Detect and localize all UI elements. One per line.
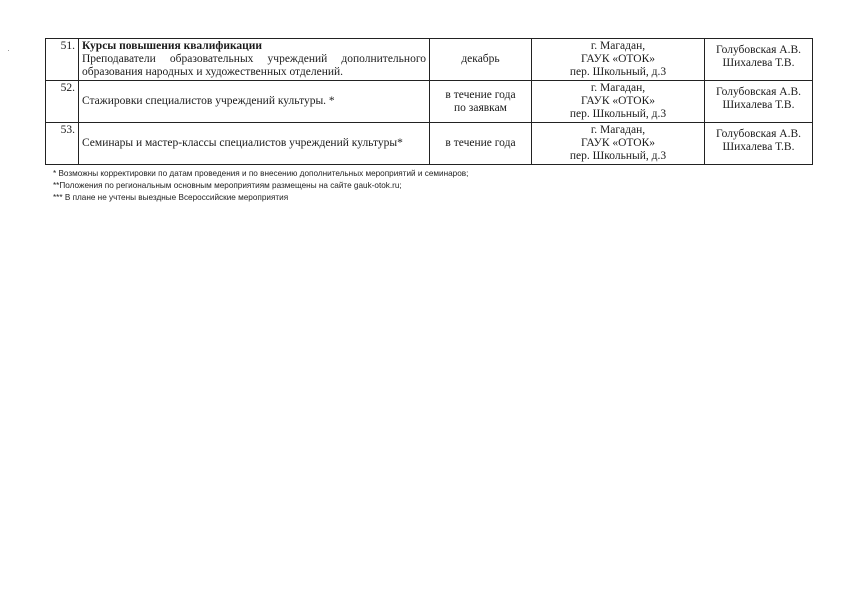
date-cell (430, 81, 532, 123)
responsible-cell (705, 81, 813, 123)
footnotes (53, 168, 468, 204)
event-cell (79, 81, 430, 123)
place-line: г. Магадан, (590, 40, 646, 52)
date-line: декабрь (461, 53, 500, 65)
place-line: г. Магадан, (590, 82, 646, 94)
responsible-line: Голубовская А.В. (715, 128, 802, 140)
place-line: ГАУК «ОТОК» (580, 53, 656, 65)
place-line: ГАУК «ОТОК» (580, 137, 656, 149)
date-line: в течение года (445, 88, 516, 101)
responsible-line: Голубовская А.В. (715, 86, 802, 98)
row-number: 52. (46, 81, 79, 123)
row-number: 51. (46, 39, 79, 81)
responsible-line: Шихалева Т.В. (722, 57, 795, 69)
date-line: по заявкам (454, 101, 507, 114)
responsible-line: Шихалева Т.В. (722, 99, 795, 111)
responsible-line: Шихалева Т.В. (722, 141, 795, 153)
events-table (45, 38, 813, 165)
date-cell (430, 123, 532, 165)
row-number: 53. (46, 123, 79, 165)
date-cell (430, 39, 532, 81)
place-line: пер. Школьный, д.3 (569, 66, 667, 78)
table-row (46, 81, 813, 123)
table-row (46, 39, 813, 81)
event-cell (79, 39, 430, 81)
place-cell (532, 39, 705, 81)
table-row (46, 123, 813, 165)
event-text: Семинары и мастер-классы специалистов учреждений культуры* (82, 137, 403, 149)
event-text: Стажировки специалистов учреждений культуры. * (82, 95, 335, 107)
event-cell (79, 123, 430, 165)
place-line: пер. Школьный, д.3 (569, 150, 667, 162)
place-line: ГАУК «ОТОК» (580, 95, 656, 107)
footnote: **Положения по региональным основным мероприятиям размещены на сайте gauk-otok.ru; (53, 181, 402, 190)
scan-speck (8, 50, 9, 51)
date-line: в течение года (445, 137, 516, 149)
event-title: Курсы повышения квалификации (82, 40, 263, 52)
place-line: пер. Школьный, д.3 (569, 108, 667, 120)
place-cell (532, 123, 705, 165)
responsible-line: Голубовская А.В. (715, 44, 802, 56)
footnote: *** В плане не учтены выездные Всероссийские мероприятия (53, 193, 289, 202)
event-text: Преподаватели образовательных учреждений дополнительного образования народных и художественных отделений. (82, 53, 426, 78)
responsible-cell (705, 39, 813, 81)
place-cell (532, 81, 705, 123)
footnote: * Возможны корректировки по датам проведения и по внесению дополнительных мероприятий и семинаров; (53, 169, 469, 178)
responsible-cell (705, 123, 813, 165)
place-line: г. Магадан, (590, 124, 646, 136)
